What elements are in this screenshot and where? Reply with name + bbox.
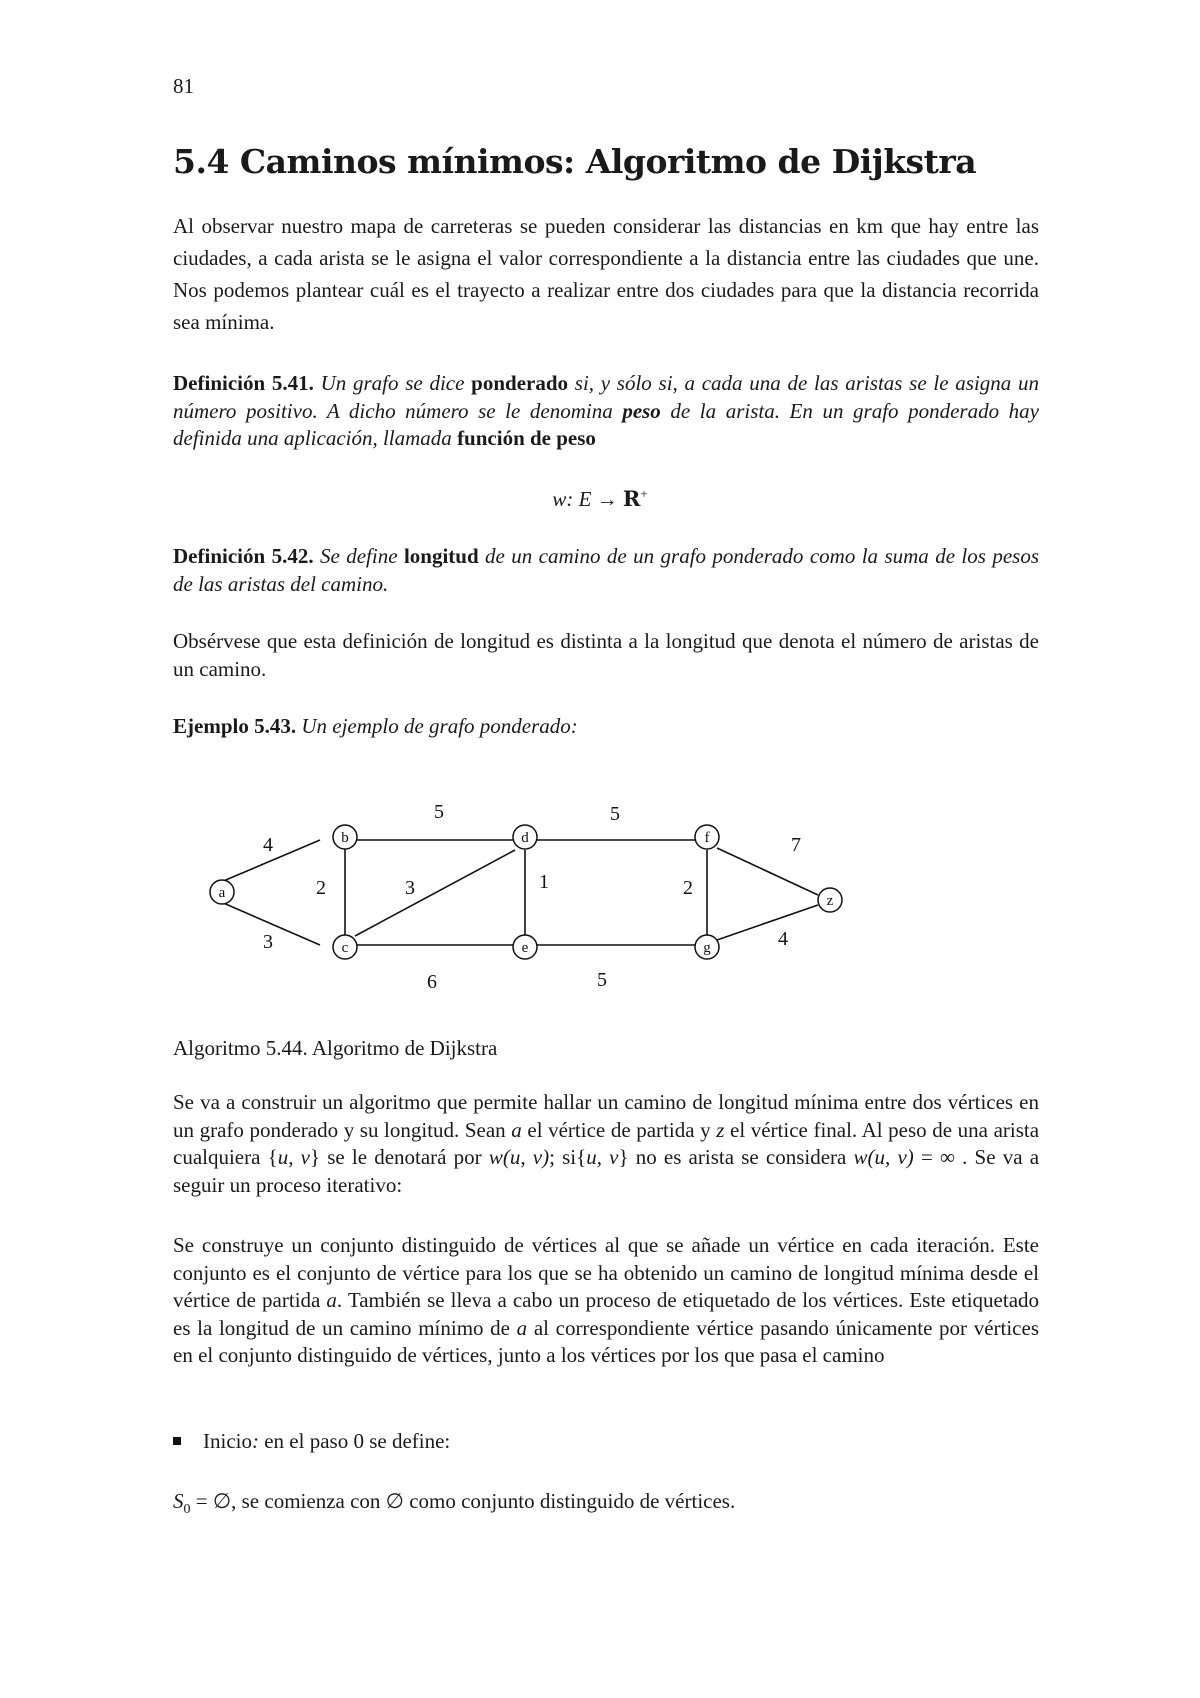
bullet-inicio: Inicio: en el paso 0 se define: [173, 1429, 450, 1454]
vertex-label: d [521, 830, 529, 846]
vertex-label: f [704, 830, 710, 846]
weight-a-b: 4 [263, 834, 273, 856]
edge-f-z [717, 848, 818, 895]
s0-definition: $S_0$ = ∅, se comienza con ∅ como conjunto distinguido de vértices. [173, 1489, 736, 1518]
definition-5-41: Definición 5.41. Un grafo se dice ponderado si, y sólo si, a cada una de las aristas se le asigna un número positivo. A dicho número se le denomina peso de la arista. En un grafo ponderado hay definida una aplicación, llamada función de peso [173, 371, 1040, 450]
term-peso: peso [622, 398, 661, 423]
algorithm-paragraph-2: Se construye un conjunto distinguido de vértices al que se añade un vértice en cada iteración. Este conjunto es el conjunto de vértice para los que se ha obtenido un camino de longitud mínima desde el vértice de partida a. También se lleva a cabo un proceso de etiquetado de los vértices. Este etiquetado es la longitud de un camino mínimo de a al correspondiente vértice pasando únicamente por vértices en el conjunto distinguido de vértices, junto a los vértices por los que pasa el camino [173, 1233, 1040, 1367]
vertex-label: z [826, 893, 834, 909]
term-funcion-de-peso: función de peso [457, 426, 596, 450]
definition-label: Definición 5.42. [173, 544, 314, 568]
weight-f-z: 7 [791, 834, 801, 856]
example-label: Ejemplo 5.43. [173, 714, 297, 738]
real-numbers-symbol: R [622, 486, 641, 511]
vertex-label: c [341, 940, 349, 956]
weight-e-g: 5 [597, 969, 607, 990]
edge-c-d [355, 850, 515, 936]
page-number: 81 [173, 74, 194, 98]
term-longitud: longitud [403, 544, 479, 568]
definition-label: Definición 5.41. [173, 371, 314, 395]
term-ponderado: ponderado [471, 371, 569, 395]
algorithm-title: Algoritmo 5.44. Algoritmo de Dijkstra [173, 1036, 498, 1060]
vertex-label: e [521, 940, 529, 956]
weight-f-g: 2 [683, 877, 693, 899]
weight-function-formula: w: E → R+ [552, 486, 648, 511]
weight-g-z: 4 [778, 928, 788, 950]
edge-g-z [717, 905, 818, 940]
remark-paragraph: Obsérvese que esta definición de longitud es distinta a la longitud que denota el número de aristas de un camino. [173, 629, 1039, 681]
weighted-graph [195, 790, 875, 990]
example-5-43: Ejemplo 5.43. Un ejemplo de grafo ponderado: [173, 714, 578, 738]
vertex-label: a [218, 885, 226, 901]
section-title: 5.4 Caminos mínimos: Algoritmo de Dijkstra [173, 142, 977, 181]
bullet-square-icon [173, 1437, 181, 1445]
definition-5-42: Definición 5.42. Se define longitud de un camino de un grafo ponderado como la suma de los pesos de las aristas del camino. [173, 544, 1040, 596]
weight-b-c: 2 [316, 877, 326, 899]
vertex-label: b [341, 830, 349, 846]
weight-b-d: 5 [434, 801, 444, 823]
weight-a-c: 3 [263, 931, 273, 953]
algorithm-paragraph-1: Se va a construir un algoritmo que permite hallar un camino de longitud mínima entre dos vértices en un grafo ponderado y su longitud. Sean a el vértice de partida y z el vértice final. Al peso de una arista cualquiera {u, v} se le denotará por w(u, v); si{u, v} no es arista se considera w(u, v) = ∞ . Se va a seguir un proceso iterativo: [173, 1090, 1040, 1197]
weight-d-f: 5 [610, 803, 620, 825]
vertex-label: g [703, 940, 711, 956]
weight-c-d: 3 [405, 877, 415, 899]
weight-d-e: 1 [539, 871, 549, 893]
intro-paragraph: Al observar nuestro mapa de carreteras se pueden considerar las distancias en km que hay entre las ciudades, a cada arista se le asigna el valor correspondiente a la distancia entre las ciudades que une. Nos podemos plantear cuál es el trayecto a realizar entre dos ciudades para que la distancia recorrida sea mínima. [173, 214, 1039, 334]
weight-c-e: 6 [427, 971, 437, 990]
